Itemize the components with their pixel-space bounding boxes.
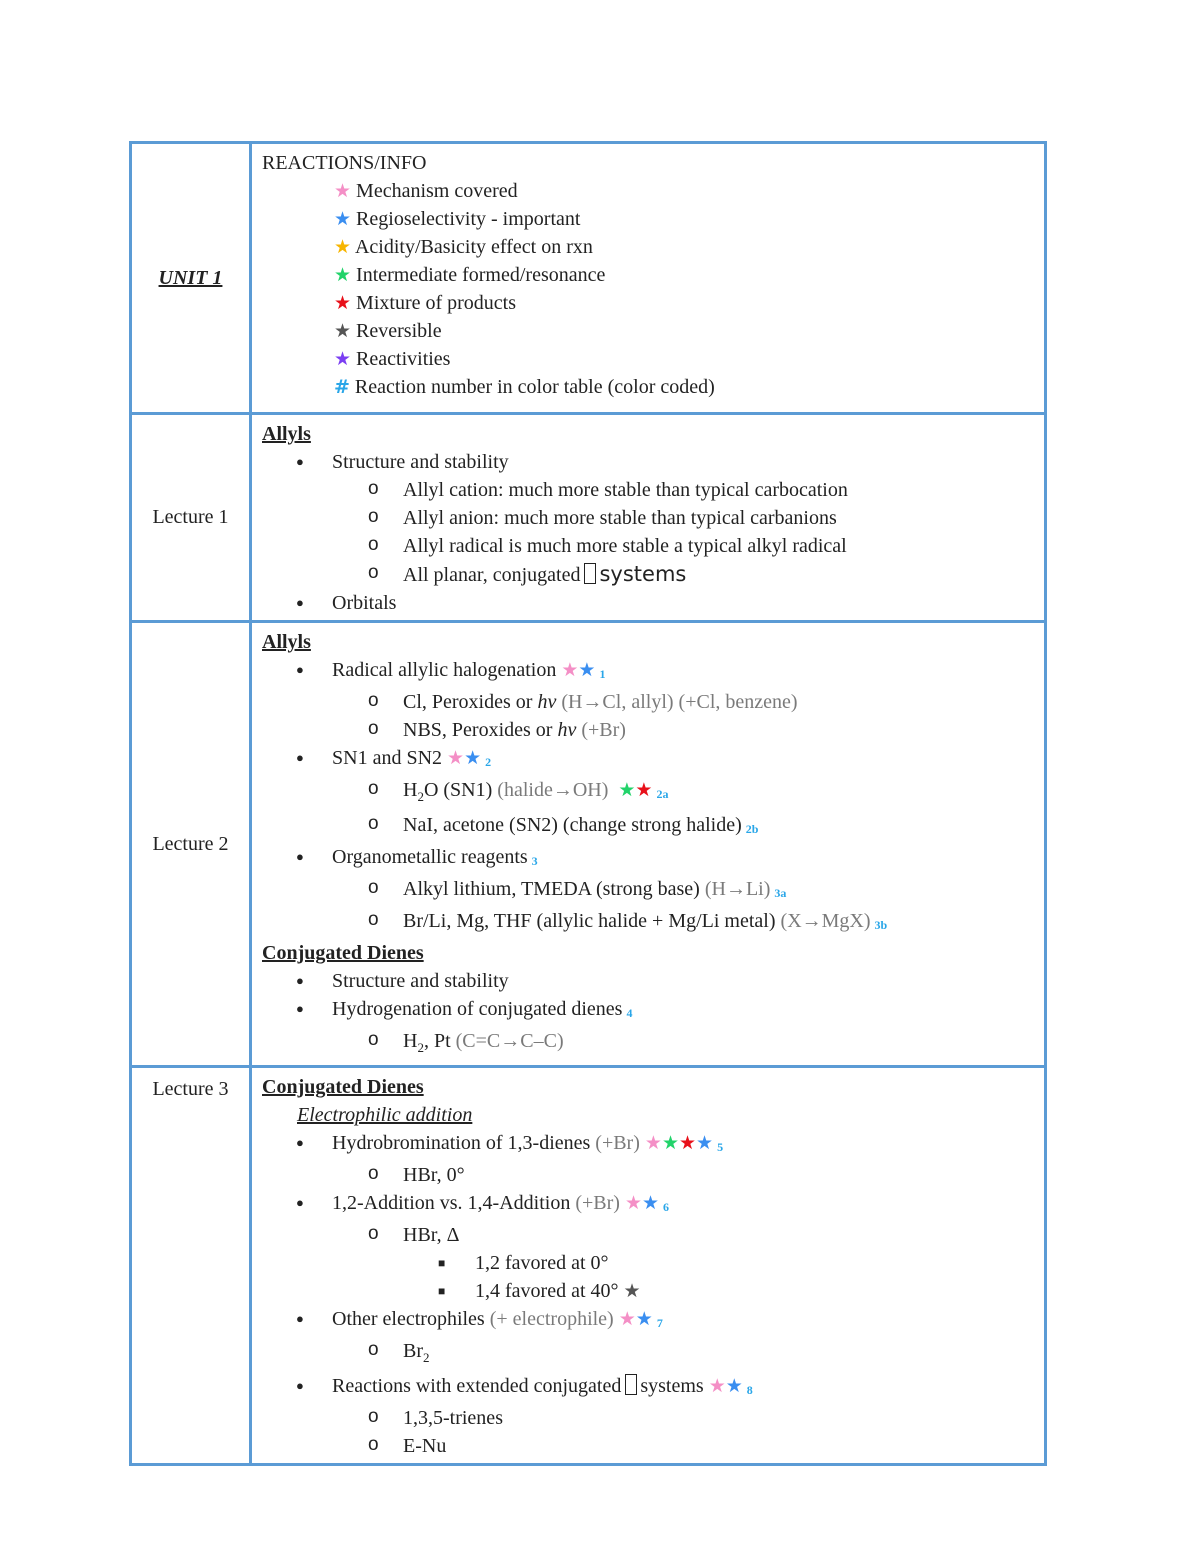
section-heading: Allyls — [262, 423, 311, 445]
lecture1-label: Lecture 1 — [152, 506, 229, 528]
star-gray-icon: ★ — [334, 320, 352, 342]
legend-cell — [251, 143, 1046, 414]
star-green-icon: ★ — [618, 779, 636, 801]
legend-item — [262, 289, 1034, 317]
reaction-number: 3a — [774, 886, 787, 900]
star-green-icon: ★ — [334, 264, 352, 286]
sub-item: o All planar, conjugated systems — [262, 560, 1034, 589]
legend-item — [262, 345, 1034, 373]
star-green-icon: ★ — [661, 1132, 679, 1154]
legend-text: Mixture of products — [356, 292, 517, 314]
legend-text: Intermediate formed/resonance — [356, 264, 606, 286]
reaction-number: 2a — [656, 787, 669, 801]
bullet-item: ● Reactions with extended conjugated systems ★★ 8 — [262, 1372, 1034, 1404]
sub-item: o Cl, Peroxides or hv (H→Cl, allyl) (+Cl, benzene) — [262, 688, 1034, 716]
lecture3-content — [251, 1067, 1046, 1465]
star-blue-icon: ★ — [696, 1132, 714, 1154]
lecture3-row — [131, 1067, 1046, 1465]
sub-item: o Br/Li, Mg, THF (allylic halide + Mg/Li metal) (X→MgX) 3b — [262, 907, 1034, 939]
legend-text: Reactivities — [356, 348, 451, 370]
star-pink-icon: ★ — [447, 747, 465, 769]
reaction-number: 2b — [745, 822, 759, 836]
reaction-number: 5 — [717, 1140, 724, 1154]
reaction-number: 7 — [656, 1316, 663, 1330]
notes-table — [129, 141, 1047, 1466]
legend-heading: REACTIONS/INFO — [262, 152, 427, 174]
sub-item: o E-Nu — [262, 1432, 1034, 1460]
sub-sub-item: ■ 1,2 favored at 0° — [262, 1249, 1034, 1277]
lecture2-label: Lecture 2 — [152, 832, 229, 855]
bullet-item: ● Organometallic reagents 3 — [262, 843, 1034, 875]
section-heading: Allyls — [262, 631, 311, 653]
star-pink-icon: ★ — [624, 1192, 642, 1214]
legend-text: Reversible — [356, 320, 442, 342]
lecture2-label-cell — [131, 622, 251, 1067]
legend-text: Regioselectivity - important — [356, 208, 581, 230]
bullet-item: ● Structure and stability — [262, 448, 1034, 476]
missing-glyph-icon — [625, 1374, 637, 1395]
reaction-number: 4 — [626, 1006, 633, 1020]
missing-glyph-icon — [584, 563, 596, 584]
sub-heading: Electrophilic addition — [297, 1104, 473, 1126]
star-blue-icon: ★ — [578, 659, 596, 681]
star-red-icon: ★ — [635, 779, 653, 801]
star-blue-icon: ★ — [635, 1308, 653, 1330]
legend-item — [262, 205, 1034, 233]
legend-text: Reaction number in color table (color coded) — [354, 376, 715, 398]
lecture2-row — [131, 622, 1046, 1067]
hash-icon: # — [334, 376, 350, 398]
star-blue-icon: ★ — [642, 1192, 660, 1214]
sub-item: o HBr, 0° — [262, 1161, 1034, 1189]
star-yellow-icon: ★ — [334, 236, 352, 258]
lecture1-content — [251, 414, 1046, 622]
bullet-item: ● Structure and stability — [262, 967, 1034, 995]
reaction-number: 8 — [746, 1383, 753, 1397]
reaction-number: 6 — [663, 1200, 670, 1214]
lecture3-label-cell — [131, 1067, 251, 1465]
bullet-item: ● Other electrophiles (+ electrophile) ★★ 7 — [262, 1305, 1034, 1337]
lecture2-content — [251, 622, 1046, 1067]
star-pink-icon: ★ — [561, 659, 579, 681]
legend-item — [262, 317, 1034, 345]
star-pink-icon: ★ — [644, 1132, 662, 1154]
legend-item — [262, 177, 1034, 205]
legend-item — [262, 373, 1034, 401]
section-heading: Conjugated Dienes — [262, 1076, 424, 1098]
sub-item: o Allyl radical is much more stable a typical alkyl radical — [262, 532, 1034, 560]
lecture1-label-cell — [131, 414, 251, 622]
star-red-icon: ★ — [678, 1132, 697, 1154]
legend-item — [262, 233, 1034, 261]
bullet-item: ● SN1 and SN2 ★★ 2 — [262, 744, 1034, 776]
sub-item: o NaI, acetone (SN2) (change strong halide) 2b — [262, 811, 1034, 843]
unit-label-cell — [131, 143, 251, 414]
reaction-number: 3 — [531, 854, 538, 868]
sub-item: o 1,3,5-trienes — [262, 1404, 1034, 1432]
star-blue-icon: ★ — [725, 1375, 743, 1397]
sub-item: o $Br_2$ — [262, 1337, 1034, 1372]
bullet-item: ● Hydrobromination of 1,3-dienes (+Br) ★★★★ 5 — [262, 1129, 1034, 1161]
sub-item: o $H_2$, Pt (C=C→C–C) — [262, 1027, 1034, 1062]
star-blue-icon: ★ — [464, 747, 482, 769]
section-heading: Conjugated Dienes — [262, 942, 424, 964]
legend-item — [262, 261, 1034, 289]
star-pink-icon: ★ — [708, 1375, 726, 1397]
bullet-item: ● Radical allylic halogenation ★★ 1 — [262, 656, 1034, 688]
star-purple-icon: ★ — [334, 348, 352, 370]
bullet-item: ● 1,2-Addition vs. 1,4-Addition (+Br) ★★ 6 — [262, 1189, 1034, 1221]
sub-sub-item: ■ 1,4 favored at 40° ★ — [262, 1277, 1034, 1305]
star-pink-icon: ★ — [334, 180, 352, 202]
sub-item: o HBr, Δ — [262, 1221, 1034, 1249]
reaction-number: 2 — [485, 755, 492, 769]
star-blue-icon: ★ — [334, 208, 352, 230]
lecture1-row — [131, 414, 1046, 622]
legend-text: Mechanism covered — [356, 180, 518, 202]
bullet-item: ● Hydrogenation of conjugated dienes 4 — [262, 995, 1034, 1027]
unit-label: UNIT 1 — [158, 266, 223, 289]
sub-item: o Alkyl lithium, TMEDA (strong base) (H→Li) 3a — [262, 875, 1034, 907]
legend-text: Acidity/Basicity effect on rxn — [354, 236, 593, 258]
sub-item: o NBS, Peroxides or hv (+Br) — [262, 716, 1034, 744]
lecture3-label: Lecture 3 — [152, 1078, 229, 1100]
unit-row — [131, 143, 1046, 414]
star-pink-icon: ★ — [618, 1308, 636, 1330]
bullet-item: ● Orbitals — [262, 589, 1034, 617]
sub-item: o Allyl cation: much more stable than typical carbocation — [262, 476, 1034, 504]
star-red-icon: ★ — [334, 292, 352, 314]
sub-item: o Allyl anion: much more stable than typical carbanions — [262, 504, 1034, 532]
reaction-number: 3b — [874, 918, 888, 932]
reaction-number: 1 — [599, 667, 606, 681]
star-gray-icon: ★ — [623, 1280, 641, 1302]
sub-item: o $H_2O$ (SN1) (halide→OH) ★★ 2a — [262, 776, 1034, 811]
